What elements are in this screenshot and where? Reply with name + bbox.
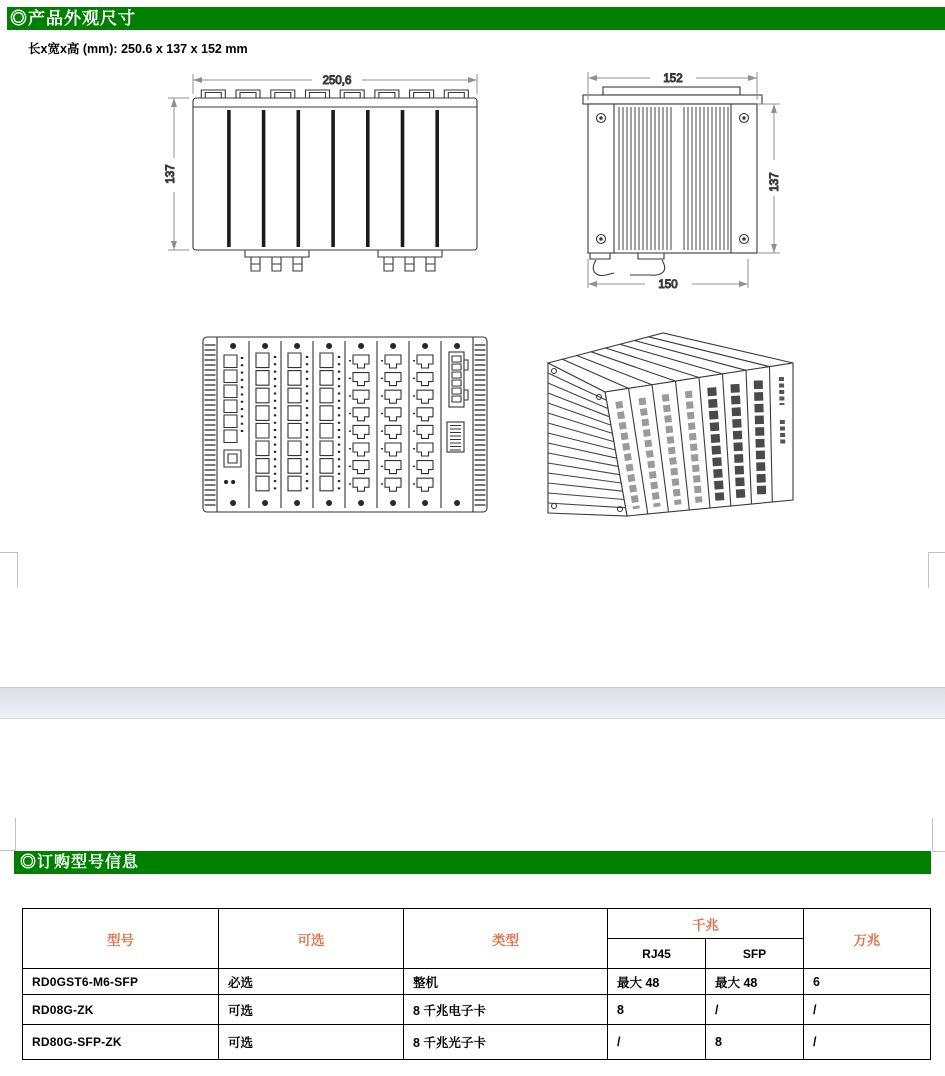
col-header-ten-gigabit: 万兆 [804,909,931,969]
col-header-sfp: SFP [706,939,804,969]
cell-model: RD80G-SFP-ZK [23,1025,219,1060]
page-boundary-mark [928,552,945,553]
section-header-appearance [7,7,945,30]
top-view-drawing [165,74,477,271]
section-title: ◎产品外观尺寸 [10,9,136,28]
side-view-drawing [583,72,781,291]
section-title: ◎订购型号信息 [20,854,140,871]
cell-ten-gigabit: / [804,1025,931,1060]
page-boundary-mark [15,818,16,851]
col-header-model: 型号 [23,909,219,969]
cell-model: RD0GST6-M6-SFP [23,969,219,995]
cell-ten-gigabit: / [804,995,931,1025]
dimensions-text: 长x宽x高 (mm): 250.6 x 137 x 152 mm [28,42,248,56]
dim-top-width: 250,6 [322,75,352,87]
dim-side-bottom-width: 150 [658,279,678,291]
table-header-row [23,909,931,939]
table-row [23,1025,931,1060]
cell-model: RD08G-ZK [23,995,219,1025]
section-header-ordering [14,851,931,874]
col-header-optional: 可选 [219,909,404,969]
cell-optional: 必选 [219,969,404,995]
page-boundary-mark [932,818,933,851]
col-header-rj45: RJ45 [608,939,706,969]
dim-side-height: 137 [769,172,781,192]
page-boundary-mark [932,851,945,852]
order-table [22,908,931,1060]
page-boundary-mark [0,552,17,553]
isometric-view-drawing [548,333,793,516]
dim-top-height: 137 [165,164,177,184]
table-row [23,995,931,1025]
page-gap-divider [0,687,945,719]
col-header-gigabit: 千兆 [608,909,804,939]
technical-drawings [0,60,945,530]
page-boundary-mark [17,552,18,588]
cell-rj45: 8 [608,995,706,1025]
col-header-type: 类型 [404,909,608,969]
cell-sfp: 最大 48 [706,969,804,995]
cell-optional: 可选 [219,995,404,1025]
cell-sfp: 8 [706,1025,804,1060]
cell-type: 整机 [404,969,608,995]
table-row [23,969,931,995]
cell-optional: 可选 [219,1025,404,1060]
cell-rj45: / [608,1025,706,1060]
cell-sfp: / [706,995,804,1025]
dim-side-top-width: 152 [663,73,683,85]
cell-type: 8 千兆电子卡 [404,995,608,1025]
front-view-drawing [203,337,487,512]
page-boundary-mark [928,552,929,588]
cell-ten-gigabit: 6 [804,969,931,995]
cell-rj45: 最大 48 [608,969,706,995]
cell-type: 8 千兆光子卡 [404,1025,608,1060]
page-boundary-mark [0,850,15,851]
